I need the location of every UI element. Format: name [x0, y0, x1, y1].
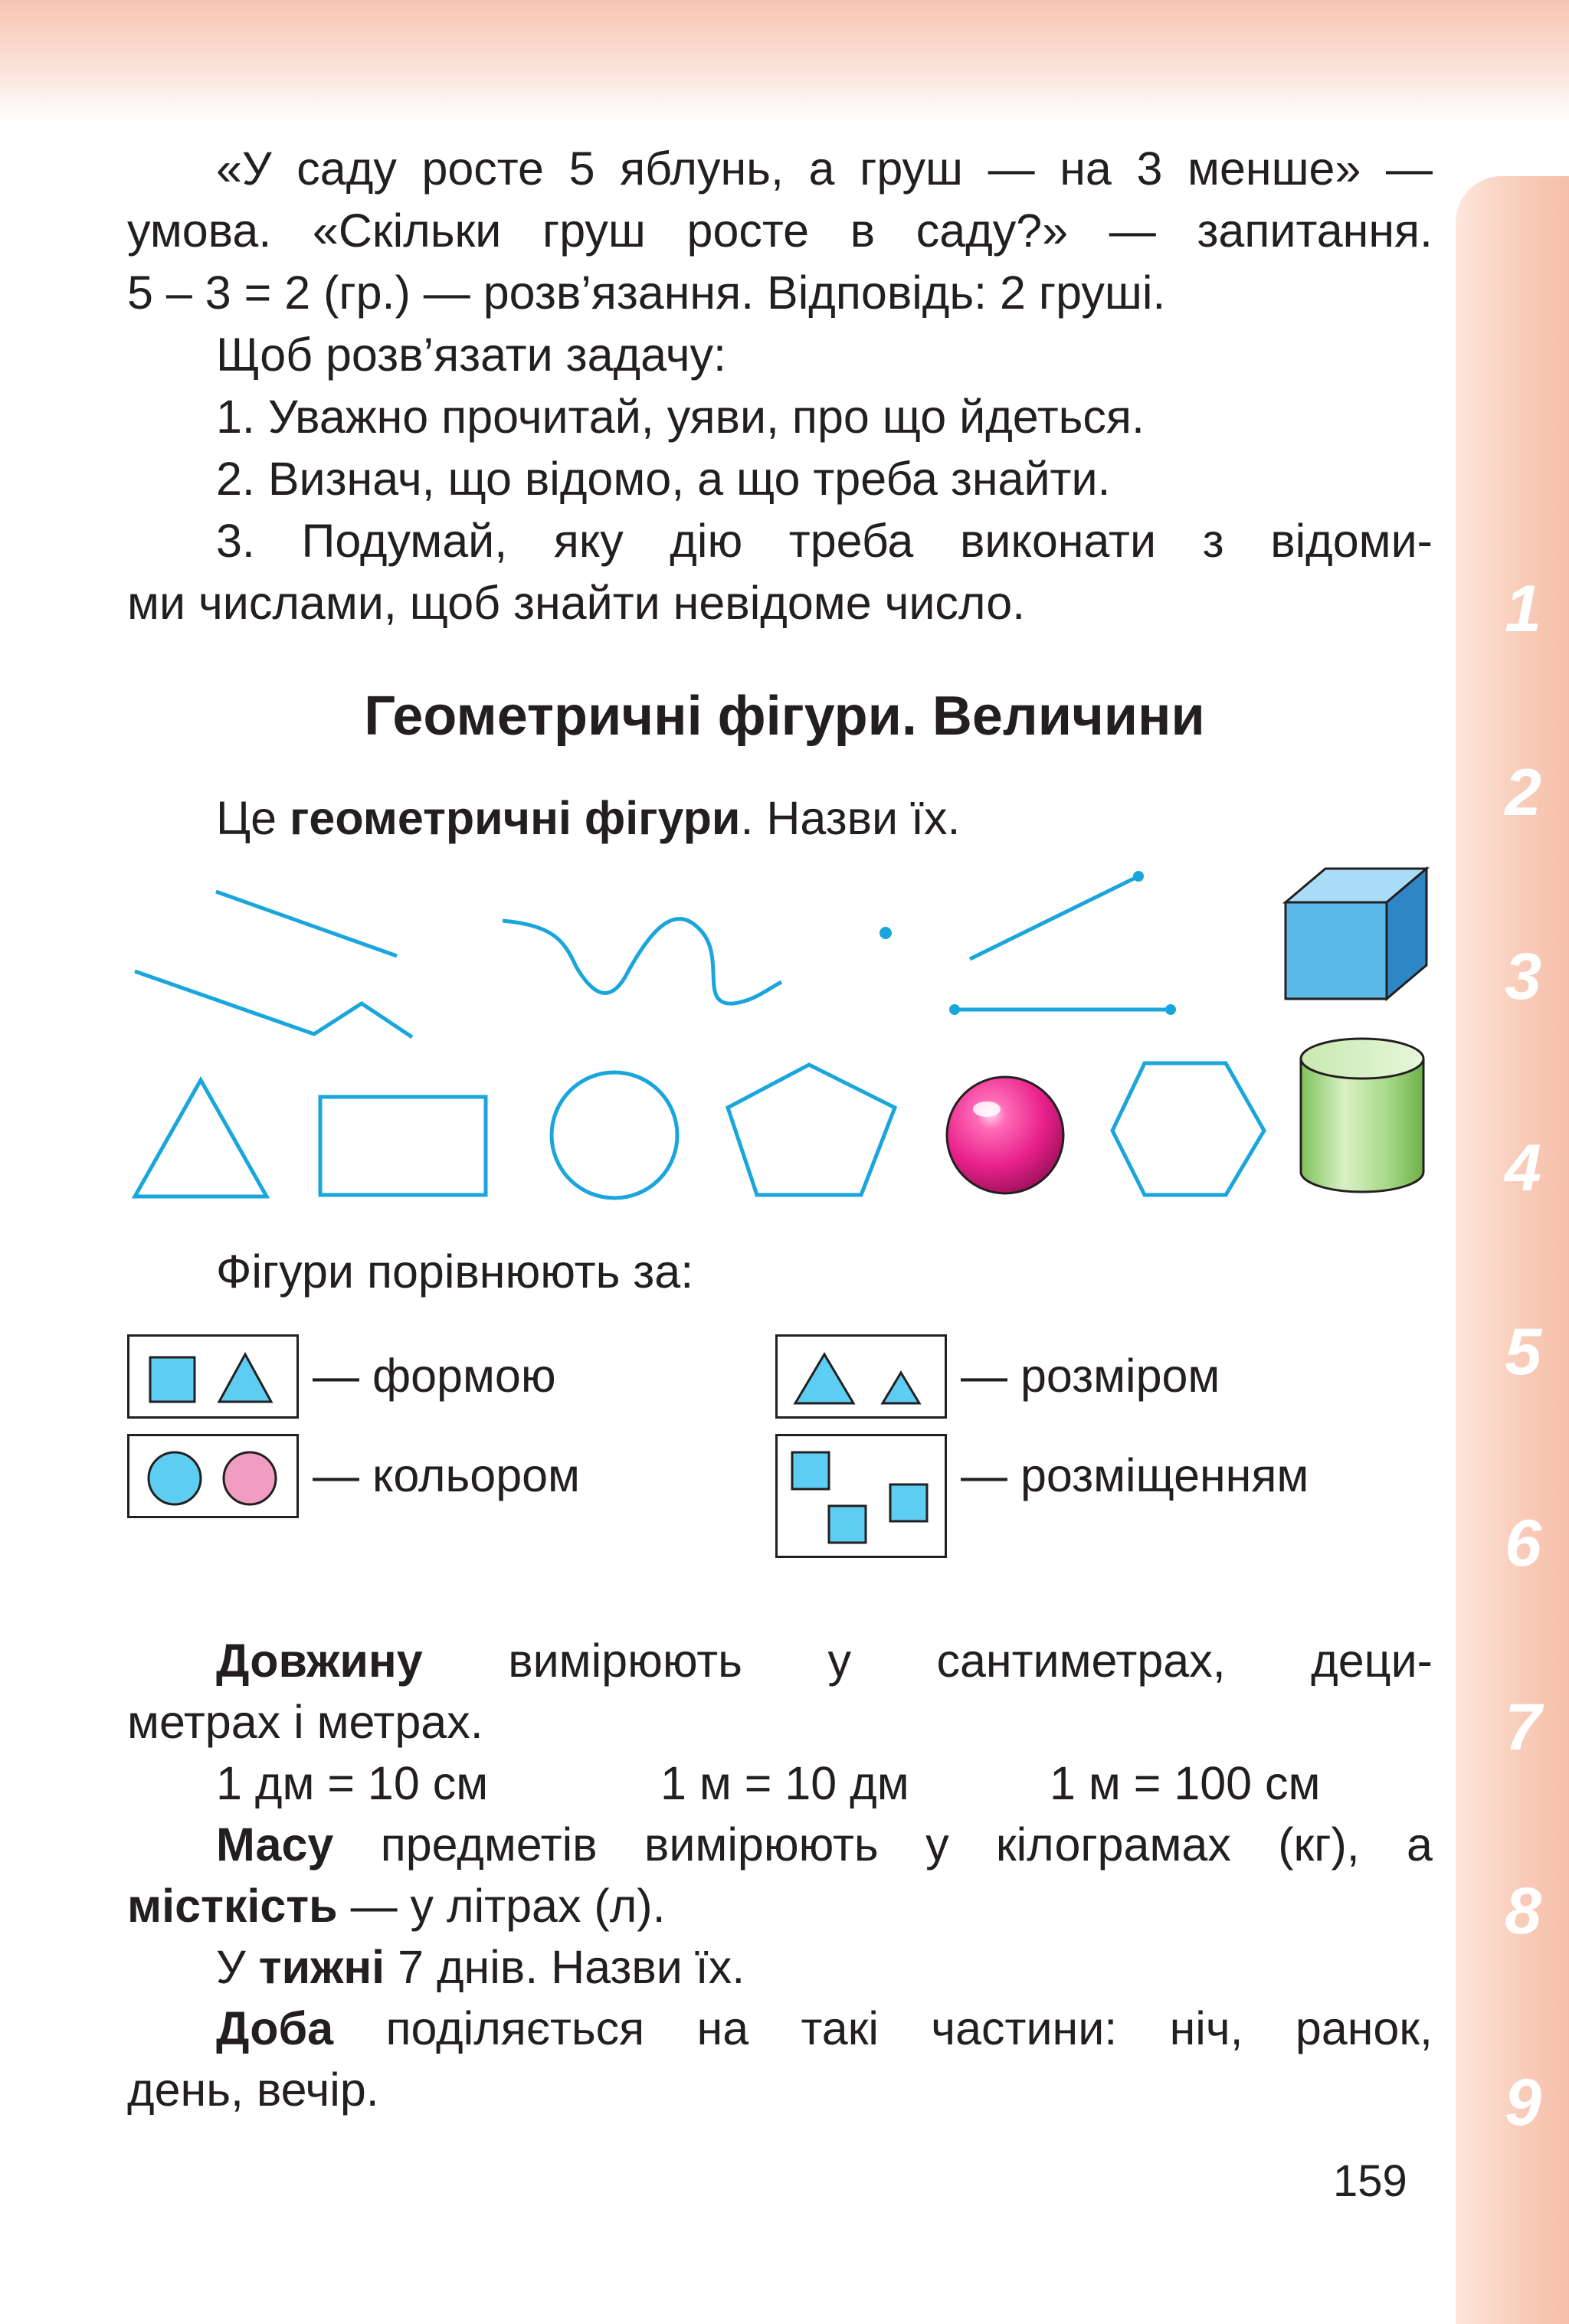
- step-1: 1. Уважно прочитай, уяви, про що йдеться.: [216, 391, 1145, 443]
- mass-text: предметів вимірюють у кілограмах (кг), а: [380, 1818, 1433, 1871]
- hexagon-icon: [1112, 1063, 1264, 1195]
- color-compare-illustration: [127, 1434, 299, 1518]
- chapter-tab-1[interactable]: 1: [1505, 572, 1541, 646]
- length-term: Довжину: [216, 1635, 423, 1687]
- length-text-1: вимірюють у сантиметрах, деци-: [508, 1635, 1433, 1687]
- figures-intro-suffix: . Назви їх.: [740, 792, 961, 844]
- curved-line-icon: [503, 919, 781, 1004]
- shape-compare-illustration: [127, 1334, 299, 1419]
- figures-intro-prefix: Це: [216, 792, 290, 844]
- page-number: 159: [1333, 2156, 1407, 2206]
- mass-term: Масу: [216, 1818, 334, 1871]
- chapter-tab-5[interactable]: 5: [1505, 1315, 1541, 1389]
- week-prefix: У: [216, 1941, 259, 1993]
- chapter-tab-8[interactable]: 8: [1505, 1874, 1541, 1948]
- chapter-tab-9[interactable]: 9: [1505, 2066, 1541, 2139]
- compare-by-shape: — формою: [313, 1350, 556, 1402]
- small-triangle-icon: [883, 1373, 919, 1403]
- section-title: Геометричні фігури. Величини: [364, 686, 1205, 747]
- day-line-1: [127, 1998, 1433, 2059]
- compare-by-color: — кольором: [313, 1449, 580, 1501]
- intro-line-3: 5 – 3 = 2 (гр.) — розв’язання. Відповідь: 2 груші.: [127, 267, 1166, 319]
- square-icon: [829, 1506, 866, 1543]
- week-line: [216, 1936, 745, 1998]
- straight-line-icon: [216, 892, 397, 956]
- size-compare-illustration: [775, 1334, 947, 1419]
- figures-intro: [216, 787, 960, 849]
- step-3-line-1: 3. Подумай, яку дію треба виконати з відоми-: [216, 515, 1433, 567]
- day-text-1: поділяється на такі частини: ніч, ранок,: [385, 2002, 1433, 2054]
- triangle-icon: [219, 1354, 271, 1402]
- square-icon: [890, 1484, 927, 1521]
- ray-icon: [970, 871, 1144, 959]
- chapter-tab-2[interactable]: 2: [1505, 756, 1541, 830]
- chapter-side-tab: [1456, 176, 1569, 2324]
- position-compare-illustration: [775, 1434, 947, 1558]
- ball-icon: [947, 1077, 1063, 1193]
- length-line-2: метрах і метрах.: [127, 1696, 483, 1748]
- cylinder-icon: [1301, 1039, 1423, 1192]
- rectangle-icon: [320, 1097, 486, 1195]
- step-2: 2. Визнач, що відомо, а що треба знайти.: [216, 453, 1111, 505]
- size-compare-box: [775, 1334, 947, 1419]
- compare-by-position: — розміщенням: [961, 1449, 1309, 1501]
- capacity-text: — у літрах (л).: [350, 1880, 666, 1932]
- broken-line-icon: [135, 971, 412, 1037]
- length-equation-m-dm: 1 м = 10 дм: [660, 1757, 909, 1809]
- intro-line-4: Щоб розв’язати задачу:: [216, 329, 726, 381]
- week-text: 7 днів. Назви їх.: [398, 1941, 745, 1993]
- intro-line-1: «У саду росте 5 яблунь, а груш — на 3 менше» —: [216, 142, 1433, 195]
- length-line-1: [127, 1630, 1433, 1691]
- cube-icon: [1286, 869, 1427, 999]
- triangle-icon: [135, 1080, 267, 1196]
- page-top-band: [0, 0, 1569, 123]
- color-compare-box: [127, 1434, 299, 1518]
- position-compare-box: [775, 1434, 947, 1558]
- length-equation-m-cm: 1 м = 100 см: [1050, 1757, 1321, 1809]
- day-term: Доба: [216, 2002, 334, 2054]
- step-3-line-2: ми числами, щоб знайти невідоме число.: [127, 577, 1026, 629]
- chapter-tab-7[interactable]: 7: [1505, 1691, 1541, 1764]
- shape-compare-box: [127, 1334, 299, 1419]
- figures-intro-bold: геометричні фігури: [290, 792, 741, 844]
- pink-circle-icon: [224, 1452, 276, 1504]
- length-equation-dm: 1 дм = 10 см: [216, 1757, 489, 1809]
- square-icon: [792, 1452, 829, 1489]
- chapter-tab-4[interactable]: 4: [1505, 1131, 1541, 1205]
- intro-line-2: умова. «Скільки груш росте в саду?» — запитання.: [127, 205, 1433, 257]
- chapter-tab-6[interactable]: 6: [1505, 1507, 1541, 1580]
- week-term: тижні: [258, 1941, 385, 1993]
- pentagon-icon: [728, 1065, 895, 1195]
- capacity-line: [127, 1875, 666, 1936]
- day-line-2: день, вечір.: [127, 2064, 379, 2116]
- mass-line: [127, 1814, 1433, 1875]
- blue-circle-icon: [149, 1452, 201, 1504]
- circle-icon: [552, 1072, 677, 1198]
- segment-icon: [949, 1004, 1176, 1015]
- large-triangle-icon: [795, 1354, 853, 1403]
- chapter-tab-3[interactable]: 3: [1505, 940, 1541, 1013]
- capacity-term: місткість: [127, 1880, 338, 1932]
- square-icon: [150, 1357, 195, 1402]
- compare-by-size: — розміром: [961, 1350, 1220, 1402]
- compare-intro: Фігури порівнюють за:: [216, 1245, 694, 1298]
- point-icon: [879, 927, 892, 939]
